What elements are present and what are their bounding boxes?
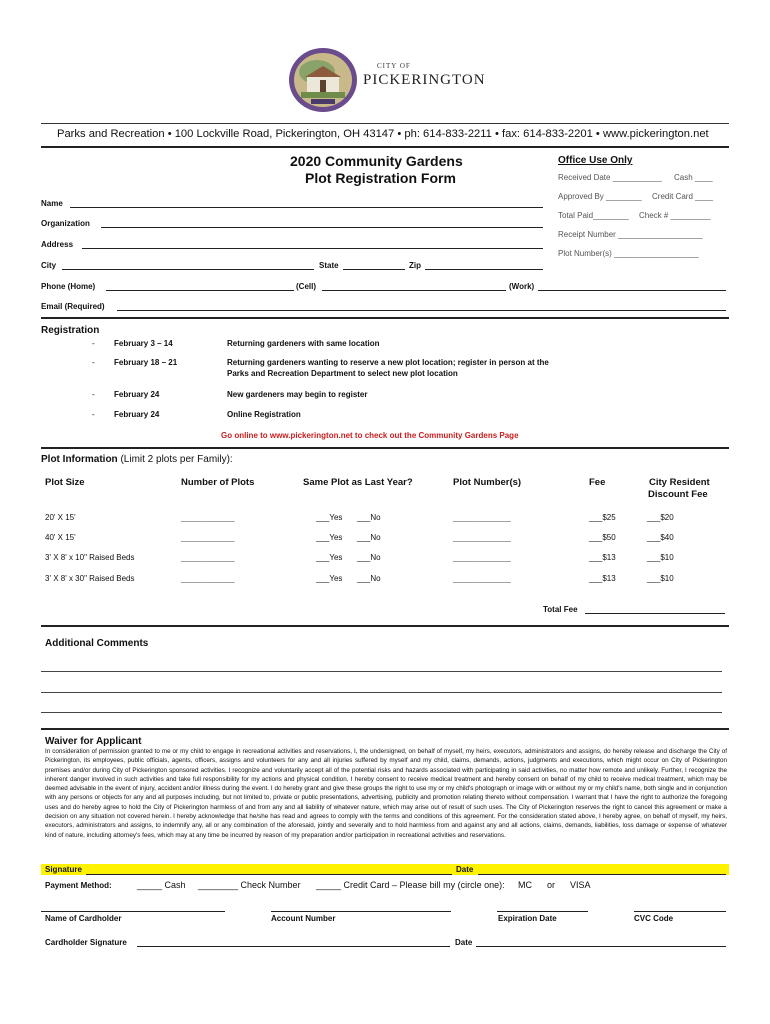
plot-fee-3[interactable]: ___$13 — [589, 574, 616, 583]
section-rule-1 — [41, 317, 729, 319]
cell-label: (Cell) — [296, 282, 316, 291]
waiver-text: In consideration of permission granted to me or my child to engage in recreational activities and reservations, I, the undersigned, on behalf of myself, my heirs, executors, administrators and assigns, do hereby release and discharge the City of Pickerington, its employees, public officials, agents, officers, assigns and volunteers for any and all injuries suffered by myself and my child, claims, demands, actions, judgments and executions, which might occur on City of Pickerington premises and/or during City of Pickerington sponsored activities. I recognize and voluntarily accept all of the potential risks and hazards associated with participating in said activities, no matter how remote and unlikely. Further, I recognize the inherent danger involved in such activities and take full responsibility for my actions and physical condition. I hereby consent to receive medical treatment and hereby consent on behalf of my child to receive medical treatment, which may be deemed advisable in the event of injury, accident and/or illness during the event. I do hereby grant and give these groups the right to use my or my child's photograph or image with or without my or my child's name, both single and in conjunction with any persons or objects for any and all purposes including, but not limited to, private or public presentations, advertising, publicity and promotion relating thereto without compensation. I warrant that I have the right to authorize the foregoing uses and do hereby agree to hold the City of Pickerington harmless of and from any and all liability of whatever nature, which may arise out of result of such uses. The City of Pickerington reserves the right to cancel this agreement or make a decision on any situation not covered herein. I hereby acknowledge that he/she has read and agrees to comply with the terms and conditions of this agreement. For the consideration stated above, I hereby agree, on behalf of myself, my heirs, executors, administrators and assigns, to indemnify any, all or any combination of the aforesaid, jointly and severally and to hold harmless from and against any and all actions, claims, demands, liabilities, loss damage or expense of whatever kind of nature, including attorney's fees, which may at any time be incurred by reason of my preparation and/or participation in recreational activities and reservations. — [45, 748, 727, 839]
reg-desc-1b: Parks and Recreation Department to select new plot location — [227, 369, 458, 378]
section-rule-3 — [41, 625, 729, 627]
contact-line: Parks and Recreation • 100 Lockville Road, Pickerington, OH 43147 • ph: 614-833-2211 • fax: 614-833-2201 • www.pickerington.net — [57, 128, 709, 140]
reg-dash-0: - — [92, 339, 95, 348]
plot-discount-0[interactable]: ___$20 — [647, 513, 674, 522]
credit-card-label: Credit Card ____ — [652, 192, 713, 201]
signature-field[interactable] — [86, 874, 452, 875]
received-date-label: Received Date ___________ — [558, 173, 662, 182]
waiver-heading: Waiver for Applicant — [45, 736, 142, 747]
cell-field[interactable] — [322, 290, 506, 291]
reg-desc-0: Returning gardeners with same location — [227, 339, 380, 348]
reg-desc-2: New gardeners may begin to register — [227, 390, 368, 399]
reg-desc-3: Online Registration — [227, 410, 301, 419]
plot-size-3: 3' X 8' x 30" Raised Beds — [45, 574, 135, 583]
plot-discount-1[interactable]: ___$40 — [647, 533, 674, 542]
organization-field[interactable] — [101, 227, 543, 228]
comment-line-1[interactable] — [41, 671, 722, 672]
col-fee: Fee — [589, 477, 606, 488]
plot-fee-0[interactable]: ___$25 — [589, 513, 616, 522]
plot-size-0: 20' X 15' — [45, 513, 76, 522]
col-resident-1: City Resident — [649, 477, 710, 488]
form-title-line2: Plot Registration Form — [305, 170, 456, 186]
plot-discount-3[interactable]: ___$10 — [647, 574, 674, 583]
comment-line-3[interactable] — [41, 712, 722, 713]
address-field[interactable] — [82, 248, 543, 249]
reg-date-1: February 18 – 21 — [114, 358, 178, 367]
account-number-field[interactable] — [271, 911, 451, 912]
plot-yes-1[interactable]: ___Yes — [316, 533, 343, 542]
reg-desc-1: Returning gardeners wanting to reserve a new plot location; register in person at the — [227, 358, 549, 367]
comment-line-2[interactable] — [41, 692, 722, 693]
comments-heading: Additional Comments — [45, 638, 149, 649]
pay-mc-option[interactable]: MC — [518, 880, 532, 890]
registration-heading: Registration — [41, 325, 100, 336]
col-plot-size: Plot Size — [45, 477, 85, 488]
header-rule-bottom — [41, 146, 729, 148]
form-title-line1: 2020 Community Gardens — [290, 153, 463, 169]
date2-label: Date — [455, 938, 473, 947]
section-rule-2 — [41, 447, 729, 449]
reg-dash-3: - — [92, 410, 95, 419]
payment-method-label: Payment Method: — [45, 881, 112, 890]
col-same-plot: Same Plot as Last Year? — [303, 477, 413, 488]
cvc-field[interactable] — [634, 911, 726, 912]
col-plot-numbers: Plot Number(s) — [453, 477, 522, 488]
signature-label: Signature — [45, 865, 82, 874]
check-label: Check # _________ — [639, 211, 711, 220]
plot-info-note: (Limit 2 plots per Family): — [120, 454, 233, 465]
plot-info-heading-row — [41, 454, 233, 465]
pay-or-text: or — [547, 880, 556, 890]
plot-info-heading: Plot Information — [41, 454, 118, 465]
plot-fee-2[interactable]: ___$13 — [589, 553, 616, 562]
total-fee-label: Total Fee — [543, 605, 578, 614]
plot-no-3[interactable]: ___No — [357, 574, 381, 583]
city-logo — [287, 46, 492, 114]
phone-home-label: Phone (Home) — [41, 282, 96, 291]
plot-no-0[interactable]: ___No — [357, 513, 381, 522]
plot-number-field-0[interactable]: ____________ — [181, 513, 235, 522]
city-label: City — [41, 261, 57, 270]
zip-label: Zip — [409, 261, 421, 270]
receipt-number-label: Receipt Number ___________________ — [558, 230, 703, 239]
office-use-box — [553, 150, 729, 268]
reg-date-3: February 24 — [114, 410, 160, 419]
state-field[interactable] — [343, 269, 405, 270]
cardholder-signature-field[interactable] — [137, 946, 450, 947]
date-field[interactable] — [478, 874, 726, 875]
plot-numbers-field-1[interactable]: _____________ — [453, 533, 511, 542]
online-note-link[interactable]: Go online to www.pickerington.net to check out the Community Gardens Page — [221, 431, 519, 440]
col-number-of-plots: Number of Plots — [181, 477, 255, 488]
cvc-label: CVC Code — [634, 914, 674, 923]
plot-number-field-3[interactable]: ____________ — [181, 574, 235, 583]
cash-label: Cash ____ — [674, 173, 713, 182]
plot-discount-2[interactable]: ___$10 — [647, 553, 674, 562]
plot-no-1[interactable]: ___No — [357, 533, 381, 542]
approved-by-label: Approved By ________ — [558, 192, 642, 201]
pay-credit-option[interactable]: _____ Credit Card – Please bill my (circle one): — [316, 880, 505, 890]
plot-yes-0[interactable]: ___Yes — [316, 513, 343, 522]
name-field[interactable] — [70, 207, 543, 208]
reg-dash-2: - — [92, 390, 95, 399]
date2-field[interactable] — [476, 946, 726, 947]
organization-label: Organization — [41, 219, 90, 228]
plot-numbers-label: Plot Number(s) ___________________ — [558, 249, 699, 258]
plot-yes-3[interactable]: ___Yes — [316, 574, 343, 583]
plot-fee-1[interactable]: ___$50 — [589, 533, 616, 542]
plot-number-field-2[interactable]: ____________ — [181, 553, 235, 562]
address-label: Address — [41, 240, 74, 249]
city-field[interactable] — [62, 269, 314, 270]
col-resident-2: Discount Fee — [648, 489, 708, 500]
phone-home-field[interactable] — [106, 290, 294, 291]
plot-numbers-field-0[interactable]: _____________ — [453, 513, 511, 522]
email-field[interactable] — [117, 310, 726, 311]
total-fee-field[interactable] — [585, 613, 725, 614]
header-rule — [41, 123, 729, 124]
plot-size-2: 3' X 8' x 10" Raised Beds — [45, 553, 135, 562]
pay-visa-option[interactable]: VISA — [570, 880, 591, 890]
expiration-field[interactable] — [497, 911, 588, 912]
logo-city-name: PICKERINGTON — [363, 72, 486, 88]
plot-numbers-field-3[interactable]: _____________ — [453, 574, 511, 583]
work-label: (Work) — [509, 282, 535, 291]
cardholder-signature-label: Cardholder Signature — [45, 938, 127, 947]
date-label: Date — [456, 865, 474, 874]
plot-number-field-1[interactable]: ____________ — [181, 533, 235, 542]
office-use-title: Office Use Only — [558, 155, 633, 166]
name-label: Name — [41, 199, 63, 208]
plot-yes-2[interactable]: ___Yes — [316, 553, 343, 562]
expiration-label: Expiration Date — [498, 914, 557, 923]
email-label: Email (Required) — [41, 302, 105, 311]
total-paid-label: Total Paid________ — [558, 211, 629, 220]
plot-size-1: 40' X 15' — [45, 533, 76, 542]
pay-cash-option[interactable]: _____ Cash — [137, 880, 186, 890]
cardholder-name-label: Name of Cardholder — [45, 914, 122, 923]
cardholder-name-field[interactable] — [41, 911, 225, 912]
section-rule-4 — [41, 728, 729, 730]
reg-dash-1: - — [92, 358, 95, 367]
reg-date-2: February 24 — [114, 390, 160, 399]
city-seal-icon — [287, 46, 367, 114]
account-number-label: Account Number — [271, 914, 336, 923]
plot-numbers-field-2[interactable]: _____________ — [453, 553, 511, 562]
reg-date-0: February 3 – 14 — [114, 339, 173, 348]
pay-check-option[interactable]: ________ Check Number — [198, 880, 301, 890]
work-field[interactable] — [538, 290, 726, 291]
logo-city-of: CITY OF — [377, 62, 411, 70]
state-label: State — [319, 261, 339, 270]
plot-no-2[interactable]: ___No — [357, 553, 381, 562]
zip-field[interactable] — [425, 269, 543, 270]
